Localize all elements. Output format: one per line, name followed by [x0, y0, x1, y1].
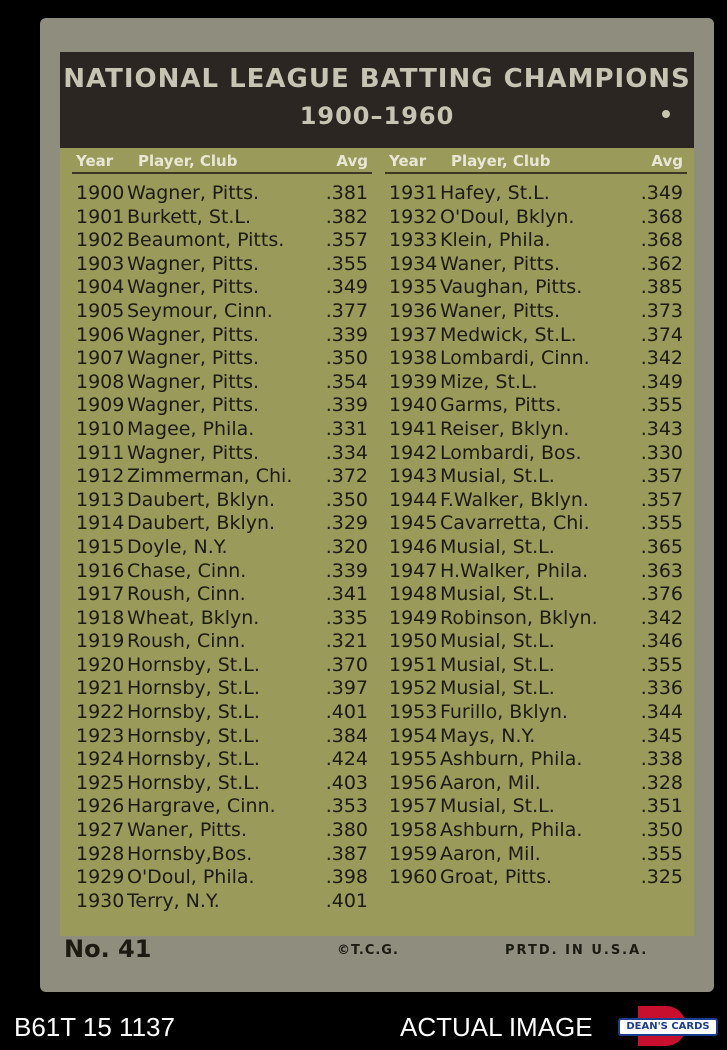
row-player: Wagner, Pitts.: [127, 323, 260, 346]
table-row: [385, 229, 687, 253]
table-row: [385, 253, 687, 277]
row-player: Mize, St.L.: [440, 370, 538, 393]
stats-panel: [60, 148, 694, 936]
row-player: Beaumont, Pitts.: [127, 229, 285, 252]
row-player: Magee, Phila.: [127, 417, 255, 440]
actual-image-label: ACTUAL IMAGE: [400, 1012, 593, 1042]
row-avg: .354: [325, 370, 368, 393]
row-avg: .342: [640, 606, 683, 629]
row-avg: .328: [640, 771, 683, 794]
row-year: 1959: [389, 842, 438, 865]
row-player: Aaron, Mil.: [440, 771, 541, 794]
row-year: 1946: [389, 535, 438, 558]
table-row: [72, 630, 372, 654]
row-player: Hafey, St.L.: [440, 182, 550, 204]
table-row: [72, 512, 372, 536]
table-row: [72, 677, 372, 701]
table-row: [72, 819, 372, 843]
row-avg: .357: [640, 465, 683, 488]
table-row: [72, 843, 372, 867]
row-player: Hornsby, St.L.: [127, 748, 260, 771]
table-row: [72, 182, 372, 206]
header-avg: Avg: [651, 152, 683, 170]
row-year: 1957: [389, 795, 438, 818]
deans-cards-logo: [618, 1006, 718, 1046]
row-year: 1916: [76, 559, 125, 582]
row-year: 1907: [76, 347, 125, 370]
row-player: Groat, Pitts.: [440, 866, 553, 889]
row-year: 1936: [389, 299, 438, 322]
card-back: [40, 18, 714, 992]
table-row: [72, 795, 372, 819]
row-player: Roush, Cinn.: [127, 630, 246, 653]
row-avg: .398: [325, 866, 368, 889]
row-year: 1900: [76, 182, 125, 204]
table-row: [72, 725, 372, 749]
row-avg: .355: [325, 252, 368, 275]
row-avg: .362: [640, 252, 683, 275]
row-year: 1906: [76, 323, 125, 346]
row-player: Roush, Cinn.: [127, 583, 246, 606]
row-avg: .401: [325, 701, 368, 724]
table-row: [72, 276, 372, 300]
table-row: [385, 489, 687, 513]
row-player: Musial, St.L.: [440, 535, 555, 558]
row-avg: .355: [640, 512, 683, 535]
row-year: 1932: [389, 205, 438, 228]
table-row: [385, 418, 687, 442]
table-row: [72, 253, 372, 277]
table-row: [72, 701, 372, 725]
row-player: O'Doul, Phila.: [127, 866, 255, 889]
row-avg: .377: [325, 299, 368, 322]
row-year: 1913: [76, 488, 125, 511]
row-player: Musial, St.L.: [440, 630, 555, 653]
row-player: Lombardi, Cinn.: [440, 347, 590, 370]
row-player: Reiser, Bklyn.: [440, 417, 570, 440]
row-year: 1911: [76, 441, 125, 464]
row-year: 1950: [389, 630, 438, 653]
row-avg: .385: [640, 276, 683, 299]
row-year: 1919: [76, 630, 125, 653]
row-avg: .368: [640, 229, 683, 252]
row-avg: .331: [325, 417, 368, 440]
table-row: [385, 371, 687, 395]
row-player: Chase, Cinn.: [127, 559, 247, 582]
table-row: [72, 371, 372, 395]
row-player: Hornsby,Bos.: [127, 842, 253, 865]
row-avg: .349: [325, 276, 368, 299]
row-year: 1905: [76, 299, 125, 322]
row-player: Wagner, Pitts.: [127, 441, 260, 464]
row-avg: .350: [325, 347, 368, 370]
row-year: 1909: [76, 394, 125, 417]
table-row: [72, 347, 372, 371]
row-avg: .349: [640, 182, 683, 204]
table-row: [72, 583, 372, 607]
header-player: Player, Club: [138, 152, 238, 170]
row-year: 1954: [389, 724, 438, 747]
row-year: 1928: [76, 842, 125, 865]
table-row: [385, 324, 687, 348]
row-year: 1934: [389, 252, 438, 275]
row-year: 1941: [389, 417, 438, 440]
row-avg: .321: [325, 630, 368, 653]
table-row: [385, 772, 687, 796]
table-row: [385, 300, 687, 324]
row-year: 1931: [389, 182, 438, 204]
copyright: ©T.C.G.: [337, 943, 399, 958]
row-avg: .365: [640, 535, 683, 558]
row-player: Musial, St.L.: [440, 795, 555, 818]
row-avg: .330: [640, 441, 683, 464]
row-year: 1960: [389, 866, 438, 889]
row-avg: .346: [640, 630, 683, 653]
row-year: 1929: [76, 866, 125, 889]
row-player: F.Walker, Bklyn.: [440, 488, 589, 511]
card-number: No. 41: [64, 935, 152, 963]
row-year: 1944: [389, 488, 438, 511]
row-year: 1924: [76, 748, 125, 771]
row-player: Ashburn, Phila.: [440, 748, 583, 771]
row-player: Doyle, N.Y.: [127, 535, 228, 558]
table-row: [72, 418, 372, 442]
row-avg: .363: [640, 559, 683, 582]
row-avg: .381: [325, 182, 368, 204]
table-row: [72, 536, 372, 560]
row-year: 1903: [76, 252, 125, 275]
table-row: [385, 819, 687, 843]
row-player: Ashburn, Phila.: [440, 819, 583, 842]
row-year: 1922: [76, 701, 125, 724]
table-row: [385, 394, 687, 418]
row-player: Wagner, Pitts.: [127, 252, 260, 275]
row-year: 1958: [389, 819, 438, 842]
row-avg: .320: [325, 535, 368, 558]
row-player: Medwick, St.L.: [440, 323, 577, 346]
row-year: 1942: [389, 441, 438, 464]
right-rows: [385, 174, 687, 890]
row-player: Hornsby, St.L.: [127, 653, 260, 676]
table-row: [72, 324, 372, 348]
row-player: Hornsby, St.L.: [127, 771, 260, 794]
row-player: Hargrave, Cinn.: [127, 795, 276, 818]
table-row: [72, 206, 372, 230]
banner-title: NATIONAL LEAGUE BATTING CHAMPIONS: [63, 64, 691, 94]
table-row: [72, 560, 372, 584]
left-rows: [72, 174, 372, 913]
right-column: [385, 148, 687, 890]
row-year: 1912: [76, 465, 125, 488]
banner-years: 1900–1960: [299, 102, 455, 130]
row-player: Musial, St.L.: [440, 465, 555, 488]
table-row: [72, 465, 372, 489]
row-avg: .397: [325, 677, 368, 700]
row-player: Musial, St.L.: [440, 583, 555, 606]
row-year: 1910: [76, 417, 125, 440]
row-year: 1948: [389, 583, 438, 606]
row-player: Hornsby, St.L.: [127, 724, 260, 747]
table-row: [385, 536, 687, 560]
row-avg: .370: [325, 653, 368, 676]
row-year: 1955: [389, 748, 438, 771]
row-year: 1901: [76, 205, 125, 228]
dot-icon: [662, 110, 670, 118]
row-player: Waner, Pitts.: [440, 252, 560, 275]
row-player: Burkett, St.L.: [127, 205, 252, 228]
column-header: [72, 148, 372, 174]
table-row: [385, 442, 687, 466]
table-row: [385, 725, 687, 749]
bottom-bar: [0, 1000, 727, 1050]
table-row: [385, 583, 687, 607]
table-row: [72, 866, 372, 890]
row-avg: .355: [640, 653, 683, 676]
row-year: 1923: [76, 724, 125, 747]
row-avg: .335: [325, 606, 368, 629]
row-player: Daubert, Bklyn.: [127, 512, 276, 535]
row-year: 1943: [389, 465, 438, 488]
row-year: 1949: [389, 606, 438, 629]
table-row: [385, 607, 687, 631]
table-row: [385, 843, 687, 867]
row-player: Vaughan, Pitts.: [440, 276, 583, 299]
row-avg: .349: [640, 370, 683, 393]
logo-plate: DEAN'S CARDS: [618, 1018, 718, 1036]
row-year: 1935: [389, 276, 438, 299]
row-year: 1930: [76, 889, 125, 912]
table-row: [385, 748, 687, 772]
row-player: Wheat, Bklyn.: [127, 606, 260, 629]
table-row: [72, 394, 372, 418]
row-avg: .382: [325, 205, 368, 228]
table-row: [385, 630, 687, 654]
table-row: [385, 276, 687, 300]
row-year: 1914: [76, 512, 125, 535]
row-year: 1933: [389, 229, 438, 252]
table-row: [385, 701, 687, 725]
row-year: 1952: [389, 677, 438, 700]
row-player: Furillo, Bklyn.: [440, 701, 568, 724]
column-header: [385, 148, 687, 174]
row-avg: .376: [640, 583, 683, 606]
row-year: 1956: [389, 771, 438, 794]
row-year: 1937: [389, 323, 438, 346]
row-year: 1926: [76, 795, 125, 818]
table-row: [72, 489, 372, 513]
table-row: [385, 654, 687, 678]
row-year: 1915: [76, 535, 125, 558]
row-avg: .329: [325, 512, 368, 535]
row-player: Aaron, Mil.: [440, 842, 541, 865]
row-player: Wagner, Pitts.: [127, 370, 260, 393]
row-avg: .339: [325, 323, 368, 346]
table-row: [385, 347, 687, 371]
row-player: Wagner, Pitts.: [127, 182, 260, 204]
row-year: 1940: [389, 394, 438, 417]
header-player: Player, Club: [451, 152, 551, 170]
row-avg: .353: [325, 795, 368, 818]
row-player: Musial, St.L.: [440, 653, 555, 676]
row-year: 1921: [76, 677, 125, 700]
row-avg: .350: [325, 488, 368, 511]
header-year: Year: [389, 152, 427, 170]
row-year: 1902: [76, 229, 125, 252]
row-avg: .372: [325, 465, 368, 488]
row-year: 1939: [389, 370, 438, 393]
row-year: 1945: [389, 512, 438, 535]
row-year: 1908: [76, 370, 125, 393]
row-avg: .373: [640, 299, 683, 322]
row-avg: .341: [325, 583, 368, 606]
left-column: [72, 148, 372, 913]
row-avg: .334: [325, 441, 368, 464]
table-row: [72, 748, 372, 772]
row-avg: .344: [640, 701, 683, 724]
row-year: 1904: [76, 276, 125, 299]
row-player: Hornsby, St.L.: [127, 701, 260, 724]
row-player: Hornsby, St.L.: [127, 677, 260, 700]
row-avg: .384: [325, 724, 368, 747]
row-avg: .401: [325, 889, 368, 912]
row-avg: .336: [640, 677, 683, 700]
table-row: [385, 677, 687, 701]
row-avg: .325: [640, 866, 683, 889]
row-avg: .339: [325, 559, 368, 582]
row-year: 1925: [76, 771, 125, 794]
row-avg: .357: [640, 488, 683, 511]
printed-in: PRTD. IN U.S.A.: [505, 943, 649, 958]
table-row: [72, 442, 372, 466]
row-year: 1953: [389, 701, 438, 724]
table-row: [385, 795, 687, 819]
title-banner: [60, 52, 694, 148]
table-row: [385, 560, 687, 584]
row-avg: .345: [640, 724, 683, 747]
row-avg: .424: [325, 748, 368, 771]
row-year: 1920: [76, 653, 125, 676]
header-year: Year: [76, 152, 114, 170]
row-year: 1947: [389, 559, 438, 582]
row-player: Musial, St.L.: [440, 677, 555, 700]
row-player: Robinson, Bklyn.: [440, 606, 598, 629]
row-player: Waner, Pitts.: [440, 299, 560, 322]
row-avg: .403: [325, 771, 368, 794]
row-player: Cavarretta, Chi.: [440, 512, 590, 535]
row-player: Zimmerman, Chi.: [127, 465, 293, 488]
row-player: Wagner, Pitts.: [127, 394, 260, 417]
table-row: [385, 206, 687, 230]
row-player: O'Doul, Bklyn.: [440, 205, 575, 228]
table-row: [72, 607, 372, 631]
table-row: [385, 512, 687, 536]
row-player: Klein, Phila.: [440, 229, 551, 252]
row-avg: .343: [640, 417, 683, 440]
row-avg: .374: [640, 323, 683, 346]
table-row: [72, 890, 372, 914]
table-row: [72, 229, 372, 253]
inventory-id: B61T 15 1137: [14, 1012, 175, 1042]
row-player: Daubert, Bklyn.: [127, 488, 276, 511]
table-row: [72, 300, 372, 324]
row-player: Terry, N.Y.: [127, 889, 220, 912]
row-year: 1938: [389, 347, 438, 370]
row-avg: .387: [325, 842, 368, 865]
row-avg: .338: [640, 748, 683, 771]
row-year: 1927: [76, 819, 125, 842]
row-avg: .380: [325, 819, 368, 842]
table-row: [72, 772, 372, 796]
row-year: 1918: [76, 606, 125, 629]
row-player: Wagner, Pitts.: [127, 347, 260, 370]
table-row: [385, 182, 687, 206]
row-avg: .355: [640, 842, 683, 865]
row-avg: .355: [640, 394, 683, 417]
table-row: [72, 654, 372, 678]
row-player: Waner, Pitts.: [127, 819, 247, 842]
row-player: Mays, N.Y.: [440, 724, 536, 747]
row-avg: .339: [325, 394, 368, 417]
row-player: Lombardi, Bos.: [440, 441, 582, 464]
row-player: Seymour, Cinn.: [127, 299, 273, 322]
row-avg: .368: [640, 205, 683, 228]
row-player: Garms, Pitts.: [440, 394, 562, 417]
table-row: [385, 465, 687, 489]
header-avg: Avg: [336, 152, 368, 170]
row-avg: .357: [325, 229, 368, 252]
row-year: 1951: [389, 653, 438, 676]
row-avg: .350: [640, 819, 683, 842]
row-player: Wagner, Pitts.: [127, 276, 260, 299]
row-year: 1917: [76, 583, 125, 606]
table-row: [385, 866, 687, 890]
row-avg: .342: [640, 347, 683, 370]
row-avg: .351: [640, 795, 683, 818]
row-player: H.Walker, Phila.: [440, 559, 589, 582]
